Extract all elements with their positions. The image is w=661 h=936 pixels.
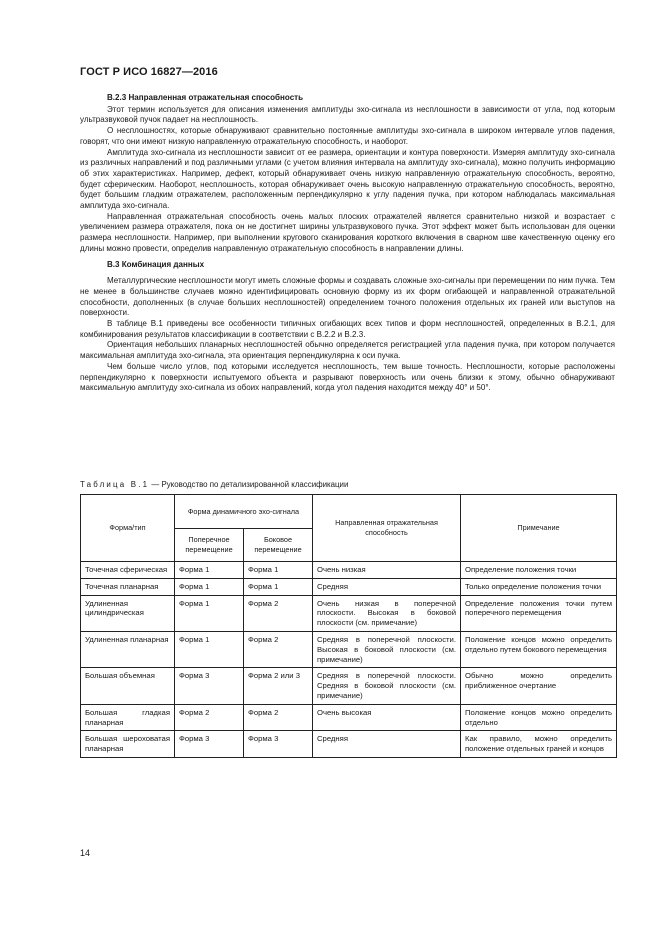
cell-directional: Очень высокая	[313, 704, 461, 731]
table-caption	[80, 480, 615, 490]
paragraph: Направленная отражательная способность очень малых плоских отражателей является сравнительно низкой и возрастает с увеличением размера отражателя, пока он не достигнет ширины ультразвукового пучка. Этот эффект может быть использован для оценки размера несплошности. Например, при выполнении кругового сканирования короткого включения в сварном шве качественную оценку его длины можно провести, определив направленную отражательную способность в направлении длины.	[80, 211, 615, 253]
document-body	[80, 93, 615, 394]
cell-note: Определение положения точки	[461, 562, 617, 579]
header-directional: Направленная отражательная способность	[313, 495, 461, 562]
table-row	[81, 631, 617, 667]
table-row	[81, 668, 617, 704]
cell-transverse: Форма 3	[175, 668, 244, 704]
cell-lateral: Форма 1	[244, 562, 313, 579]
header-note: Примечание	[461, 495, 617, 562]
cell-note: Положение концов можно определить отдельно путем бокового перемещения	[461, 631, 617, 667]
classification-table	[80, 494, 617, 758]
cell-transverse: Форма 1	[175, 631, 244, 667]
table-caption-label: Таблица B.1	[80, 480, 150, 489]
header-lateral: Боковое перемещение	[244, 529, 313, 562]
cell-directional: Очень низкая в поперечной плоскости. Высокая в боковой плоскости (см. примечание)	[313, 595, 461, 631]
table-row	[81, 731, 617, 758]
paragraph: В таблице B.1 приведены все особенности типичных огибающих всех типов и форм несплошностей, определенных в B.2.1, для комбинирования результатов классификации в соответствии с B.2.2 и B.2.3.	[80, 319, 615, 339]
cell-directional: Средняя	[313, 731, 461, 758]
paragraph: О несплошностях, которые обнаруживают сравнительно постоянные амплитуды эхо-сигнала в широком интервале углов падения, говорят, что они имеют низкую направленную отражательную способность, и наоборот.	[80, 126, 615, 146]
cell-transverse: Форма 1	[175, 562, 244, 579]
cell-directional: Средняя в поперечной плоскости. Средняя в боковой плоскости (см. примечание)	[313, 668, 461, 704]
cell-transverse: Форма 1	[175, 578, 244, 595]
header-shape: Форма/тип	[81, 495, 175, 562]
cell-lateral: Форма 3	[244, 731, 313, 758]
header-dynamic-echo: Форма динамичного эхо-сигнала	[175, 495, 313, 529]
section-heading-b3: B.3 Комбинация данных	[107, 259, 205, 269]
cell-shape: Большая объемная	[81, 668, 175, 704]
page-number: 14	[80, 848, 91, 858]
cell-shape: Большая гладкая планарная	[81, 704, 175, 731]
cell-shape: Большая шероховатая планарная	[81, 731, 175, 758]
cell-transverse: Форма 2	[175, 704, 244, 731]
cell-lateral: Форма 2	[244, 631, 313, 667]
cell-directional: Средняя	[313, 578, 461, 595]
cell-note: Положение концов можно определить отдельно	[461, 704, 617, 731]
cell-transverse: Форма 3	[175, 731, 244, 758]
paragraph: Амплитуда эхо-сигнала из несплошности зависит от ее размера, ориентации и контура поверхности. Измеряя амплитуду эхо-сигнала из различных направлений и под различными углами (с учетом влияния интервала на амплитуду эхо-сигнала), можно получить информацию об этих характеристиках. Например, дефект, который обнаруживает очень низкую направленную отражательную способность, вероятно, будет сферическим. Наоборот, несплошность, которая обнаруживает очень высокую направленную отражательную способность, вероятно, будет большим гладким отражателем, расположенным перпендикулярно к углу падения пучка, при котором наблюдалась максимальная амплитуда эхо-сигнала.	[80, 147, 615, 211]
cell-shape: Удлиненная планарная	[81, 631, 175, 667]
paragraph: Чем больше число углов, под которыми исследуется несплошность, тем выше точность. Несплошности, которые расположены перпендикулярно к поверхности испытуемого объекта и разрывают поверхность или очень близки к этому, обычно обнаруживают максимальную амплитуду эхо-сигнала из обоих направлений, когда угол падения находится между 40° и 50°.	[80, 361, 615, 393]
cell-transverse: Форма 1	[175, 595, 244, 631]
paragraph: Металлургические несплошности могут иметь сложные формы и создавать сложные эхо-сигналы при перемещении по ним пучка. Тем не менее в большинстве случаев можно идентифицировать основную форму из их форм огибающей и направленной отражательной способности, дополненных (в случае больших несплошностей) определением точного положения отдельных их граней или выступов на поверхности.	[80, 276, 615, 318]
header-transverse: Поперечное перемещение	[175, 529, 244, 562]
document-header: ГОСТ Р ИСО 16827—2016	[80, 66, 218, 78]
cell-directional: Средняя в поперечной плоскости. Высокая в боковой плоскости (см. примечание)	[313, 631, 461, 667]
cell-directional: Очень низкая	[313, 562, 461, 579]
paragraph: Этот термин используется для описания изменения амплитуды эхо-сигнала из несплошности в зависимости от угла, под которым ультразвуковой пучок падает на несплошность.	[80, 104, 615, 125]
paragraph: Ориентация небольших планарных несплошностей обычно определяется регистрацией угла падения пучка, при котором получается максимальная амплитуда эхо-сигнала, эта ориентация перпендикулярна к оси пучка.	[80, 340, 615, 361]
table-row	[81, 562, 617, 579]
cell-note: Обычно можно определить приближенное очертание	[461, 668, 617, 704]
cell-shape: Точечная сферическая	[81, 562, 175, 579]
cell-note: Только определение положения точки	[461, 578, 617, 595]
cell-shape: Точечная планарная	[81, 578, 175, 595]
section-heading-b23: B.2.3 Направленная отражательная способность	[107, 93, 304, 102]
cell-note: Как правило, можно определить положение отдельных граней и концов	[461, 731, 617, 758]
cell-lateral: Форма 1	[244, 578, 313, 595]
table-row	[81, 704, 617, 731]
cell-shape: Удлиненная цилиндрическая	[81, 595, 175, 631]
table-row	[81, 578, 617, 595]
table-caption-text: — Руководство по детализированной классификации	[149, 480, 349, 489]
table-row	[81, 595, 617, 631]
cell-note: Определение положения точки путем поперечного перемещения	[461, 595, 617, 631]
cell-lateral: Форма 2	[244, 704, 313, 731]
cell-lateral: Форма 2 или 3	[244, 668, 313, 704]
cell-lateral: Форма 2	[244, 595, 313, 631]
